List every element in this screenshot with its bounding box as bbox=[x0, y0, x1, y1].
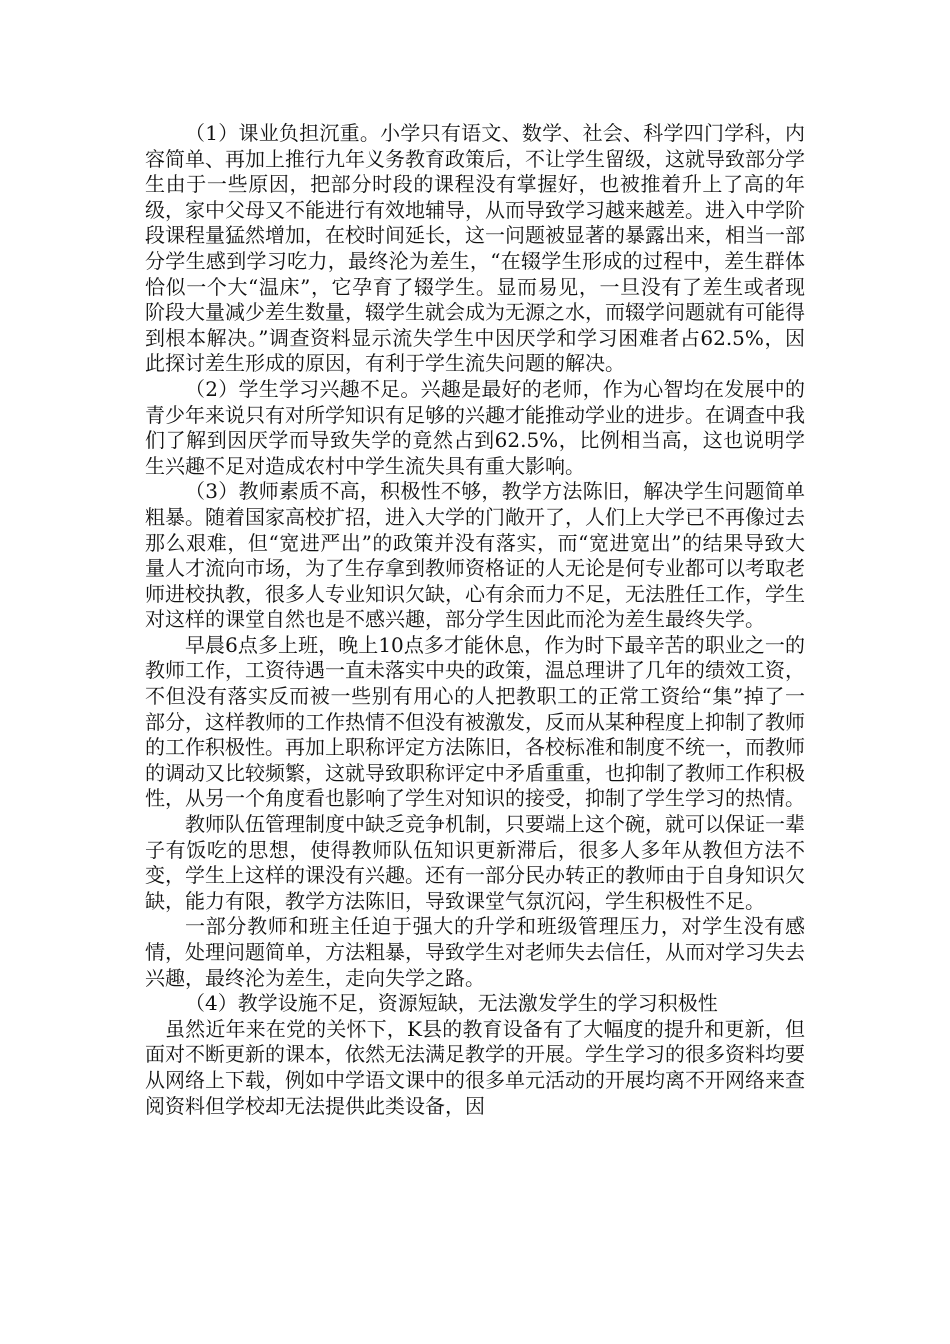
paragraph-facilities-heading: （4）教学设施不足，资源短缺，无法激发学生的学习积极性 bbox=[185, 991, 718, 1016]
paragraph-coursework-burden: （1）课业负担沉重。小学只有语文、数学、社会、科学四门学科，内容简单、再加上推行九年义务教育政策后，不让学生留级，这就导致部分学生由于一些原因，把部分时段的课程没有掌握好，也被推着升上了高的年级，家中父母又不能进行有效地辅导，从而导致学习越来越差。进入中学阶段课程量猛然增加，在校时间延长，这一问题被显著的暴露出来，相当一部分学生感到学习吃力，最终沦为差生，“在辍学生形成的过程中，差生群体恰似一个大“温床”，它孕育了辍学生。显而易见，一旦没有了差生或者现阶段大量减少差生数量，辍学生就会成为无源之水，而辍学问题就有可能得到根本解决。”调查资料显示流失学生中因厌学和学习困难者占62.5%，因此探讨差生形成的原因，有利于学生流失问题的解决。 bbox=[145, 121, 805, 376]
paragraph-management-system: 教师队伍管理制度中缺乏竞争机制，只要端上这个碗，就可以保证一辈子有饭吃的思想，使得教师队伍知识更新滞后，很多人多年从教但方法不变，学生上这样的课没有兴趣。还有一部分民办转正的教师由于自身知识欠缺，能力有限，教学方法陈旧，导致课堂气氛沉闷，学生积极性不足。 bbox=[145, 812, 805, 913]
paragraph-teacher-workload: 早晨6点多上班，晚上10点多才能休息，作为时下最辛苦的职业之一的教师工作，工资待遇一直未落实中央的政策，温总理讲了几年的绩效工资，不但没有落实反而被一些别有用心的人把教职工的正常工资给“集”掉了一部分，这样教师的工作热情不但没有被激发，反而从某种程度上抑制了教师的工作积极性。再加上职称评定方法陈旧，各校标准和制度不统一，而教师的调动又比较频繁，这就导致职称评定中矛盾重重，也抑制了教师工作积极性，从另一个角度看也影响了学生对知识的接受，抑制了学生学习的热情。 bbox=[145, 632, 805, 811]
paragraph-teacher-pressure: 一部分教师和班主任迫于强大的升学和班级管理压力，对学生没有感情，处理问题简单，方法粗暴，导致学生对老师失去信任，从而对学习失去兴趣，最终沦为差生，走向失学之路。 bbox=[145, 914, 805, 990]
paragraph-facilities-body: 虽然近年来在党的关怀下，K县的教育设备有了大幅度的提升和更新，但面对不断更新的课本，依然无法满足教学的开展。学生学习的很多资料均要从网络上下载，例如中学语文课中的很多单元活动的开展均离不开网络来查阅资料但学校却无法提供此类设备，因 bbox=[145, 1016, 805, 1118]
document-body bbox=[145, 121, 805, 1119]
paragraph-teacher-quality: （3）教师素质不高，积极性不够，教学方法陈旧，解决学生问题简单粗暴。随着国家高校扩招，进入大学的门敞开了，人们上大学已不再像过去那么艰难，但“宽进严出”的政策并没有落实，而“宽进宽出”的结果导致大量人才流向市场，为了生存拿到教师资格证的人无论是何专业都可以考取老师进校执教，很多人专业知识欠缺，心有余而力不足，无法胜任工作，学生对这样的课堂自然也是不感兴趣，部分学生因此而沦为差生最终失学。 bbox=[145, 479, 805, 632]
paragraph-learning-interest: （2）学生学习兴趣不足。兴趣是最好的老师，作为心智均在发展中的青少年来说只有对所学知识有足够的兴趣才能推动学业的进步。在调查中我们了解到因厌学而导致失学的竟然占到62.5%，比例相当高，这也说明学生兴趣不足对造成农村中学生流失具有重大影响。 bbox=[145, 376, 805, 478]
